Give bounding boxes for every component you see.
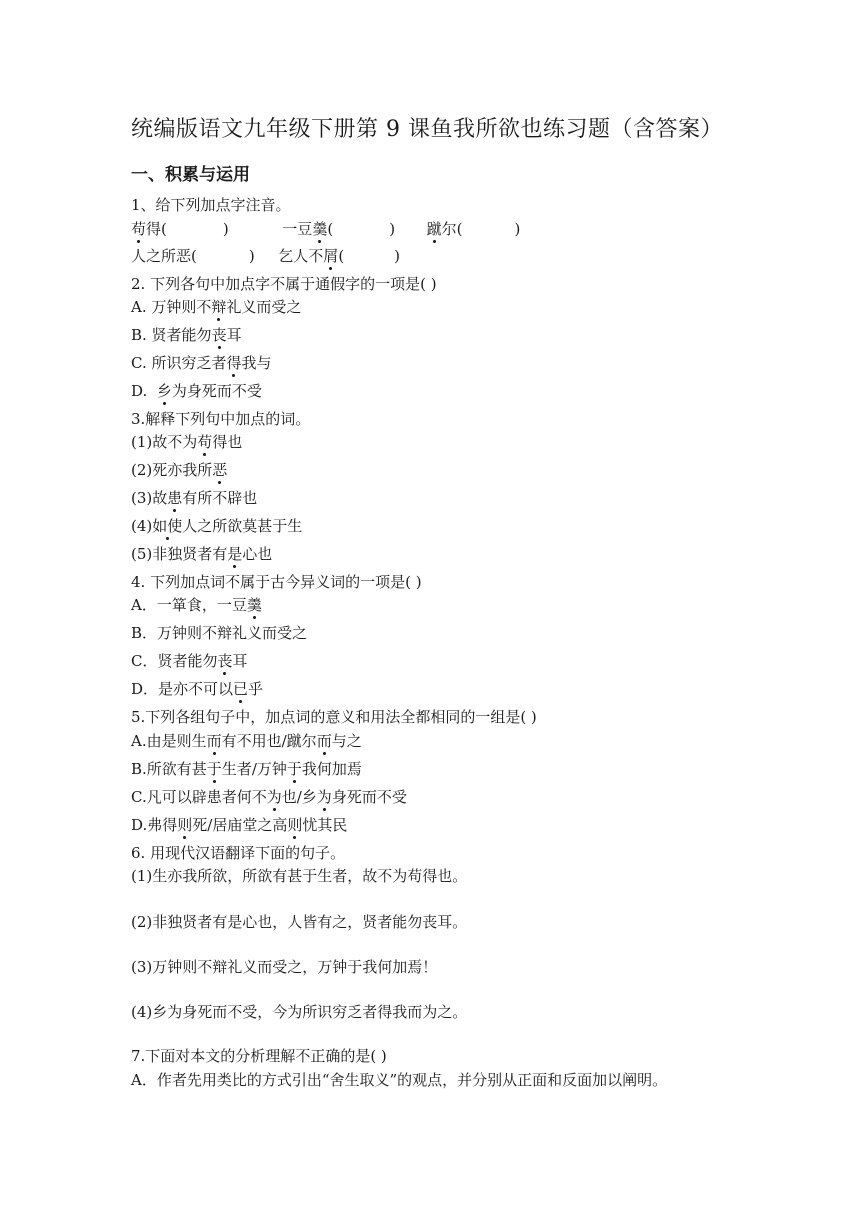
q2-option-d: D. 乡为身死而不受 [131, 382, 262, 400]
dotted-char: 蹴 [426, 220, 442, 238]
q5-option-c: C.凡可以辟患者何不为也/乡为身死而不受 [131, 788, 407, 806]
dotted-char: 苟 [131, 220, 147, 238]
q5-stem: 5.下列各组句子中，加点词的意义和用法全都相同的一组是( ) [131, 708, 537, 726]
q6-item-3: (3)万钟则不辩礼义而受之，万钟于我何加焉！ [131, 958, 438, 976]
q4-option-c: C．贤者能勿丧耳 [131, 652, 248, 670]
q1-item-1: 苟得( ) [131, 220, 229, 238]
q1-item-2: 一豆羹( ) [282, 220, 396, 238]
q1-item-5: 乞人不屑( ) [278, 247, 401, 265]
q2-option-c: C. 所识穷乏者得我与 [131, 354, 272, 372]
q5-option-d: D.弗得则死/居庙堂之高则忧其民 [131, 816, 348, 834]
q2-stem: 2. 下列各句中加点字不属于通假字的一项是( ) [131, 275, 437, 293]
dotted-char: 羹 [312, 220, 328, 238]
q3-item-3: (3)故患有所不辟也 [131, 489, 258, 507]
q3-item-1: (1)故不为苟得也 [131, 433, 243, 451]
document-title: 统编版语文九年级下册第 9 课鱼我所欲也练习题（含答案） [131, 117, 723, 142]
q4-option-d: D．是亦不可以已乎 [131, 680, 264, 698]
q5-option-a: A.由是则生而有不用也/蹴尔而与之 [131, 732, 362, 750]
q4-stem: 4. 下列加点词不属于古今异义词的一项是( ) [131, 573, 422, 591]
q7-stem: 7.下面对本文的分析理解不正确的是( ) [131, 1047, 387, 1065]
q6-stem: 6. 用现代汉语翻译下面的句子。 [131, 844, 346, 862]
q1-item-4: 人之所恶( ) [131, 247, 255, 265]
q1-stem: 1、给下列加点字注音。 [131, 196, 291, 214]
dotted-char: 屑 [323, 247, 339, 265]
q3-item-4: (4)如使人之所欲莫甚于生 [131, 517, 303, 535]
q1-item-3: 蹴尔( ) [426, 220, 521, 238]
q1-row-1 [131, 220, 520, 238]
q4-option-a: A．一箪食，一豆羹 [131, 596, 262, 614]
q1-row-2 [131, 247, 400, 265]
q6-item-2: (2)非独贤者有是心也，人皆有之，贤者能勿丧耳。 [131, 913, 468, 931]
q7-option-a: A．作者先用类比的方式引出“舍生取义”的观点，并分别从正面和反面加以阐明。 [131, 1071, 668, 1089]
q2-option-b: B. 贤者能勿丧耳 [131, 326, 242, 344]
q6-item-1: (1)生亦我所欲，所欲有甚于生者，故不为苟得也。 [131, 867, 468, 885]
q2-option-a: A. 万钟则不辩礼义而受之 [131, 298, 302, 316]
q5-option-b: B.所欲有甚于生者/万钟于我何加焉 [131, 760, 362, 778]
section-heading: 一、积累与运用 [131, 165, 250, 185]
q3-item-2: (2)死亦我所恶 [131, 461, 228, 479]
q6-item-4: (4)乡为身死而不受，今为所识穷乏者得我而为之。 [131, 1003, 468, 1021]
q4-option-b: B．万钟则不辩礼义而受之 [131, 624, 308, 642]
q3-item-5: (5)非独贤者有是心也 [131, 545, 273, 563]
q3-stem: 3.解释下列句中加点的词。 [131, 410, 311, 428]
